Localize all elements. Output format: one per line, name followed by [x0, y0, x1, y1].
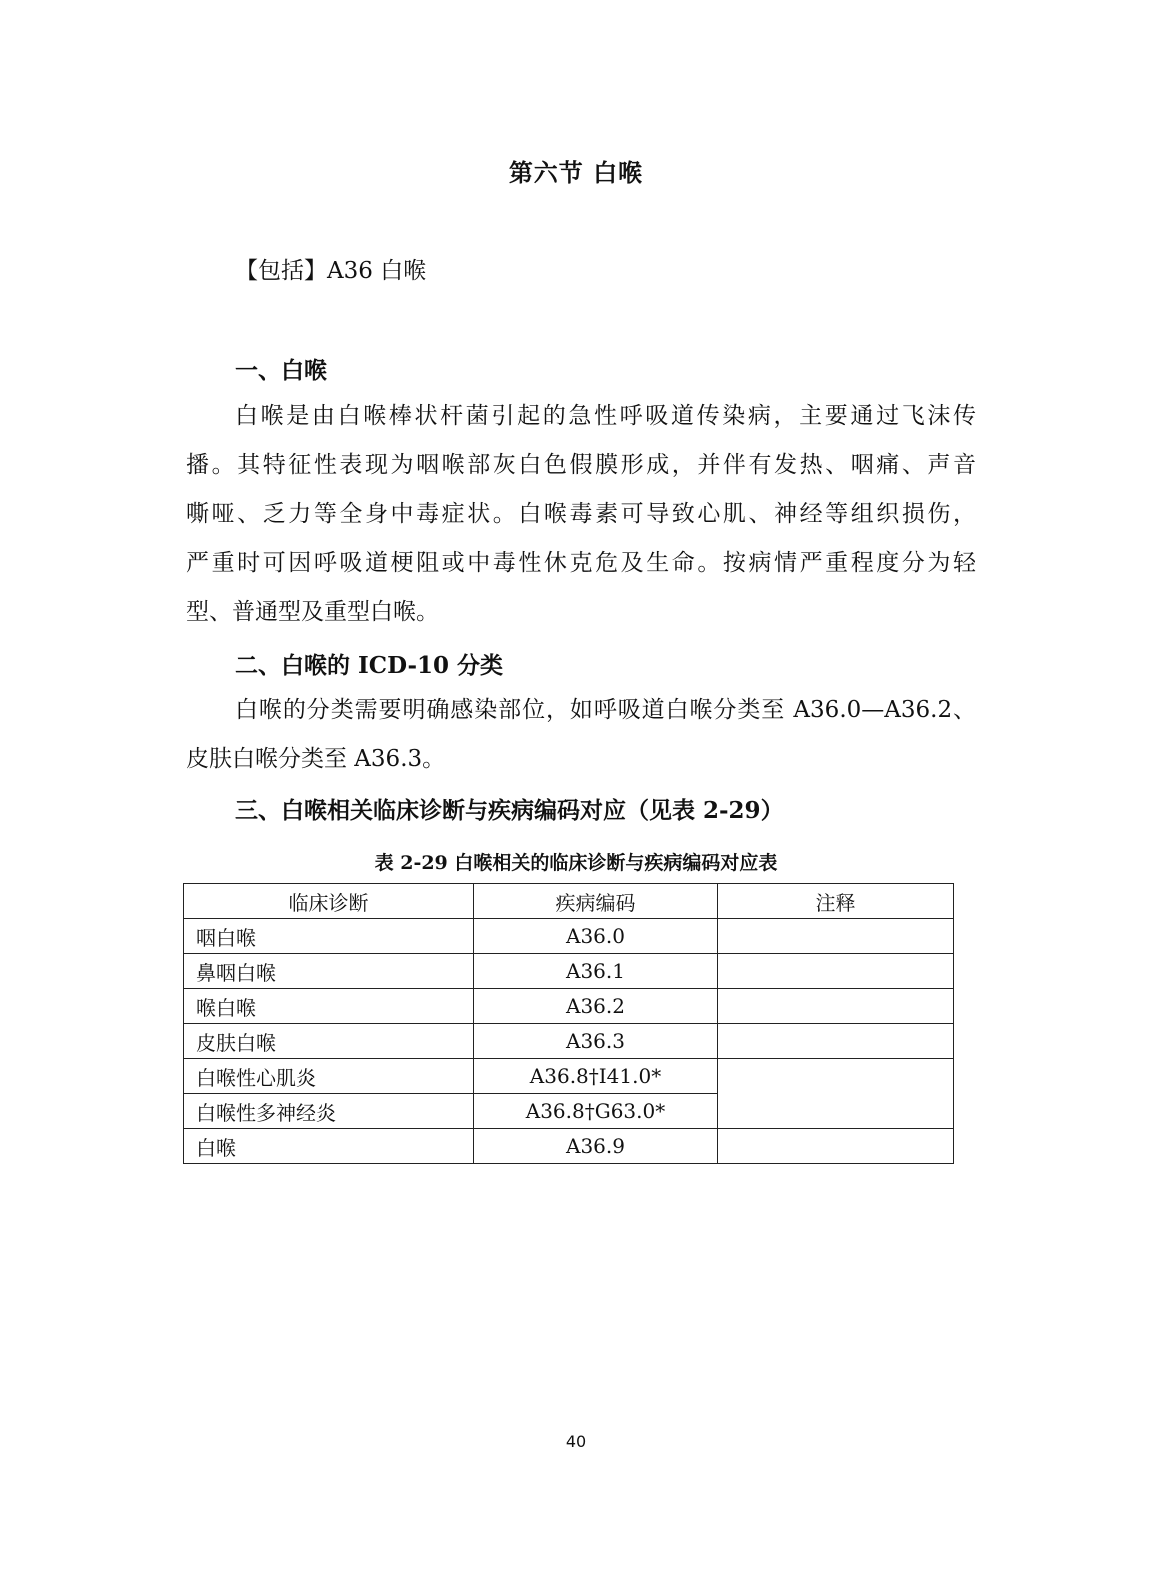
paragraph-line: 播。其特征性表现为咽喉部灰白色假膜形成，并伴有发热、咽痛、声音	[186, 452, 976, 478]
heading-overview: 一、白喉	[235, 357, 327, 384]
table-row	[184, 989, 954, 1024]
note-cell	[718, 1024, 954, 1059]
paragraph-line: 皮肤白喉分类至 A36.3。	[186, 746, 446, 772]
note-cell	[718, 989, 954, 1024]
diagnosis-cell: 白喉性多神经炎	[184, 1094, 474, 1129]
column-header-note: 注释	[718, 884, 954, 919]
heading-icd-classification: 二、白喉的 ICD-10 分类	[235, 652, 504, 679]
paragraph-classification	[186, 686, 976, 784]
code-cell: A36.1	[474, 954, 718, 989]
paragraph-line: 嘶哑、乏力等全身中毒症状。白喉毒素可导致心肌、神经等组织损伤，	[186, 501, 976, 527]
note-cell	[718, 1129, 954, 1164]
column-header-code: 疾病编码	[474, 884, 718, 919]
note-cell	[718, 1059, 954, 1129]
diagnosis-cell: 皮肤白喉	[184, 1024, 474, 1059]
table-caption: 表 2-29 白喉相关的临床诊断与疾病编码对应表	[374, 852, 778, 874]
table-row	[184, 1024, 954, 1059]
paragraph-line: 型、普通型及重型白喉。	[186, 599, 439, 625]
diagnosis-code-table	[183, 883, 954, 1164]
table-row	[184, 954, 954, 989]
diagnosis-cell: 鼻咽白喉	[184, 954, 474, 989]
column-header-diagnosis: 临床诊断	[184, 884, 474, 919]
page-number: 40	[565, 1432, 587, 1451]
note-cell	[718, 919, 954, 954]
code-cell: A36.9	[474, 1129, 718, 1164]
heading-code-mapping: 三、白喉相关临床诊断与疾病编码对应（见表 2-29）	[235, 797, 784, 824]
table-row	[184, 1129, 954, 1164]
note-cell	[718, 954, 954, 989]
paragraph-line: 严重时可因呼吸道梗阻或中毒性休克危及生命。按病情严重程度分为轻	[186, 550, 976, 576]
code-cell: A36.2	[474, 989, 718, 1024]
code-cell: A36.3	[474, 1024, 718, 1059]
table-row	[184, 919, 954, 954]
paragraph-overview	[186, 392, 976, 637]
code-cell: A36.8†I41.0*	[474, 1059, 718, 1094]
paragraph-line: 白喉是由白喉棒状杆菌引起的急性呼吸道传染病，主要通过飞沫传	[235, 403, 976, 429]
diagnosis-cell: 喉白喉	[184, 989, 474, 1024]
code-cell: A36.8†G63.0*	[474, 1094, 718, 1129]
include-line: 【包括】A36 白喉	[235, 258, 427, 284]
code-cell: A36.0	[474, 919, 718, 954]
paragraph-line: 白喉的分类需要明确感染部位，如呼吸道白喉分类至 A36.0—A36.2、	[235, 697, 976, 723]
table-row	[184, 1059, 954, 1094]
diagnosis-cell: 白喉	[184, 1129, 474, 1164]
section-title: 第六节 白喉	[508, 158, 644, 187]
diagnosis-cell: 白喉性心肌炎	[184, 1059, 474, 1094]
diagnosis-cell: 咽白喉	[184, 919, 474, 954]
table-header-row	[184, 884, 954, 919]
